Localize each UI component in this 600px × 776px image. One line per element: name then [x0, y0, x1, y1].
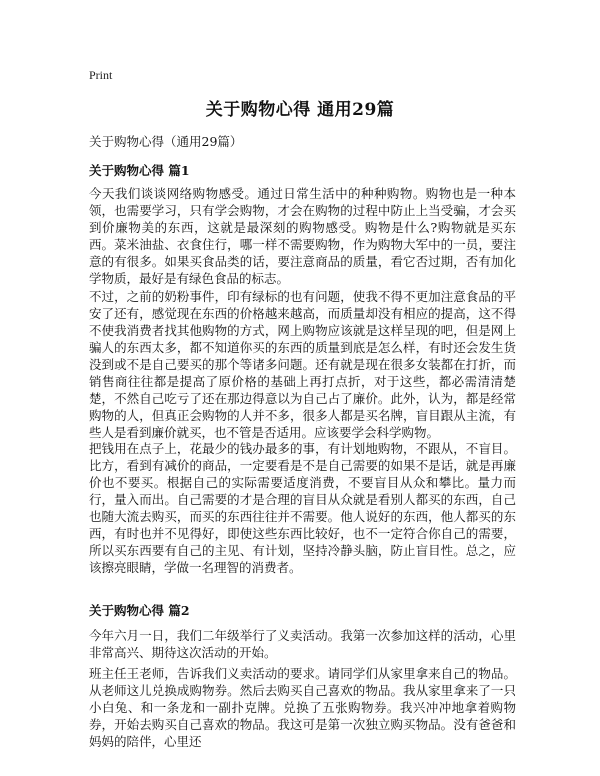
paragraph: 把钱用在点子上，花最少的钱办最多的事，有计划地购物，不跟从，不盲目。比方，看到有减价的商品，一定要看是不是自己需要的如果不是话，就是再廉价也不要买。根据自己的实际需要适度消费，不要盲目从众和攀比。量力而行，量入而出。自己需要的才是合理的盲目从众就是看别人都买的东西，自己也随大流去购买，而买的东西往往并不需要。他人说好的东西，他人都买的东西，有时也并不见得好，即使这些东西比较好，也不一定符合你自己的需要，所以买东西要有自己的主见、有计划，坚持冷静头脑，防止盲目性。总之，应该擦亮眼睛，学做一名理智的消费者。: [89, 441, 516, 575]
paragraph: 班主任王老师，告诉我们义卖活动的要求。请同学们从家里拿来自己的物品。从老师这儿兑换成购物券。然后去购买自己喜欢的物品。我从家里拿来了一只小白兔、和一条龙和一副扑克牌。兑换了五张购物券。我兴冲冲地拿着购物券，开始去购买自己喜欢的物品。我这可是第一次独立购买物品。没有爸爸和妈妈的陪伴，心里还: [89, 666, 516, 749]
document-subtitle: 关于购物心得（通用29篇）: [89, 134, 243, 149]
paragraph: 不过，之前的奶粉事件，印有绿标的也有问题，使我不得不更加注意食品的平安了还有，感觉现在东西的价格越来越高，而质量却没有相应的提高，这不得不使我消费者找其他购物的方式，网上购物应该就是这样呈现的吧，但是网上骗人的东西太多，都不知道你买的东西的质量到底是怎么样，有时还会发生货没到或不是自己要买的那个等诸多问题。还有就是现在很多女装都在打折，而销售商往往都是提高了原价格的基础上再打点折，对于这些，都必需清清楚楚，不然自己吃亏了还在那边得意以为自己占了廉价。此外，认为，都是经常购物的人，但真正会购物的人并不多，很多人都是买名牌，盲目跟从主流，有些人是看到廉价就买，也不管是否适用。应该要学会科学购物。: [89, 289, 516, 440]
document-title: 关于购物心得 通用29篇: [205, 100, 395, 120]
paragraph: 今天我们谈谈网络购物感受。通过日常生活中的种种购物。购物也是一种本领，也需要学习，只有学会购物，才会在购物的过程中防止上当受骗，才会买到价廉物美的东西，这就是最深刻的购物感受。购物是什么?购物就是买东西。菜米油盐、衣食住行，哪一样不需要购物，作为购物大军中的一员，要注意的有很多。如果买食品类的话，要注意商品的质量，看它否过期，否有加化学物质，最好是有绿色食品的标志。: [89, 186, 516, 286]
section-heading: 关于购物心得 篇1: [89, 163, 190, 178]
print-label: Print: [89, 68, 113, 82]
paragraph: 今年六月一日，我们二年级举行了义卖活动。我第一次参加这样的活动，心里非常高兴、期待这次活动的开始。: [89, 628, 516, 660]
section-heading: 关于购物心得 篇2: [89, 603, 190, 618]
